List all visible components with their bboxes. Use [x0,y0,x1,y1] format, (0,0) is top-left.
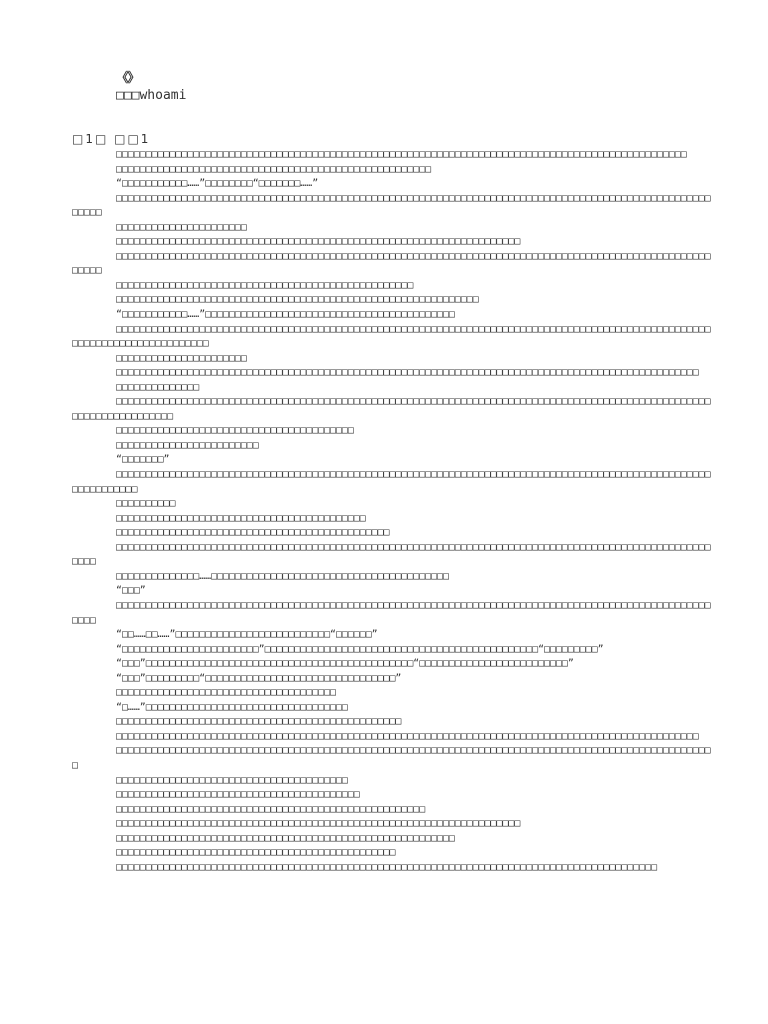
paragraph: □□□□□□□□□□□□□□□□□□□□□□□□□□□□□□□□□□□□□□□□□□□□□□□□□□ [116,279,414,291]
paragraph: “□……”□□□□□□□□□□□□□□□□□□□□□□□□□□□□□□□□□□ [116,701,348,713]
paragraph: □□□□□□□□□□□□□□□□□□□□□□□□□□□□□□□□□□□□□□□□□□□□□□□□□□□□ [116,803,426,815]
document-title: □□□whoami [116,88,187,103]
paragraph: “□□□” [116,585,146,597]
paragraph: □□□□□□□□□□□□□□□□□□□□□□□□□□□□□□□□□□□□□□□□□□□□□□□□□□□□□□□□□□□□□□□□□□□□□□□□□□□□□□□□□□□□□□□□□□□□□□□□□□□□□□□□□□□□□□□□□□□□□ [72,396,711,422]
paragraph: “□□□□□□□□□□□……”□□□□□□□□□□□□□□□□□□□□□□□□□□□□□□□□□□□□□□□□□□ [116,309,455,321]
paragraph: “□□□”□□□□□□□□□□□□□□□□□□□□□□□□□□□□□□□□□□□□□□□□□□□□□“□□□□□□□□□□□□□□□□□□□□□□□□□” [116,658,574,670]
paragraph: □□□□□□□□□□□□□□□□□□□□□□□□□□□□□□□□□□□□□□□□□ [116,789,360,801]
paragraph: □□□□□□□□□□□□□□□□□□□□□□□□□□□□□□□□□□□□□□□□□□□□□□□□□□□□□□□□□□□□□□□□□□□□□□□□□□□□□□□□□□□□□□□□□□□□□□□□□□□□□□□□ [72,541,711,568]
paragraph: □□□□□□□□□□□□□□□□□□□□□□□□□□□□□□□□□□□□□□□□□□□□□□□□□□□□□□□□□□□□□□□□□□□□□□□□□□□□□□□□□□□□□□□□□□□□□□□□□□□□□□□□□□□□□□□□□□□□□□□□□□□ [72,323,711,350]
paragraph: □□□□□□□□□□□□□□□□□□□□□□□□□□□□□□□□□□□□□□□□□□□□□□□□□□□□□□□□□ [116,832,455,844]
paragraph: “□□□□□□□□□□□……”□□□□□□□□“□□□□□□□……” [116,178,319,190]
paragraph: □□□□□□□□□□□□□□□□□□□□□□□□□□□□□□□□□□□□□□□□□□□□□□□□□□□□□□□□□□□□□□□□□□□□□□□□□□□□□□□□□□□□□□□□□□□□□□□□□□□□□ [72,745,711,771]
body-text [72,148,712,875]
paragraph: □□□□□□□□□□□□□□□□□□□□□□□□□□□□□□□□□□□□□□□□□□□□□□□□ [116,716,402,728]
paragraph: □□□□□□□□□□□□□□□□□□□□□□□□□□□□□□□□□□□□□□□□□□□□□□□□□□□□□□□□□□□□□□□□□□□□□□□□□□□□□□□□□□□□□□□□□□□□□□□□□□□□□□□□□ [72,192,711,219]
paragraph: “□□……□□……”□□□□□□□□□□□□□□□□□□□□□□□□□□“□□□□□□” [116,629,378,641]
chapter-heading: □1□ □□1 [72,132,151,146]
paragraph: □□□□□□□□□□ [116,498,176,510]
paragraph: □□□□□□□□□□□□□□……□□□□□□□□□□□□□□□□□□□□□□□□□□□□□□□□□□□□□□□□ [116,570,449,582]
paragraph: □□□□□□□□□□□□□□□□□□□□□□□□□□□□□□□□□□□□□□□□□□□□□□□□□□□□□□□□□□□□□□□□□□□□□□□□□□□□□□□□□□□□□□□□□□□□□□□□ [116,149,687,160]
paragraph: □□□□□□□□□□□□□□□□□□□□□□□□□□□□□□□□□□□□□□□□□□ [116,512,366,524]
paragraph: □□□□□□□□□□□□□□□□□□□□□□□□□□□□□□□□□□□□□□□□□□□□□□□□□□□□□□□□□□□□□□□□□□□□□□□□□□□□□□□□□□□□□□□□□□□□□□□□□□□□□□□□□ [72,250,711,277]
paragraph: “□□□”□□□□□□□□□“□□□□□□□□□□□□□□□□□□□□□□□□□□□□□□□□” [116,672,402,684]
paragraph: □□□□□□□□□□□□□□□□□□□□□□□□□□□□□□□□□□□□□□□□□□□□□□□□□□□□□□□□□□□□□□□□□□□□□□□□□□□□□□□□□□□□□□□□□□□□□□□□□□ [116,730,699,742]
paragraph: □□□□□□□□□□□□□□□□□□□□□□□□□□□□□□□□□□□□□□□□□□□□□□□□□□□□□□□□□□□□□□□□□□□□□□□□□□□□□□□□□□□□□□□□□□□ [116,861,658,873]
paragraph: □□□□□□□□□□□□□□□□□□□□□□□□□□□□□□□□□□□□□□□□□□□□□□□ [116,847,396,859]
book-title-icon: 《》 [116,71,139,86]
paragraph: □□□□□□□□□□□□□□□□□□□□□□□□□□□□□□□□□□□□□□□□□□□□□□□□□□□□□□□□□□□□□□□□□□□□□□□□□□□□□□□□□□□□□□□□□□□□□□□□□□□□□□□□□□□□□□□ [72,469,711,495]
paragraph: □□□□□□□□□□□□□□□□□□□□□□□□□□□□□□□□□□□□□□□□□□□□□□□□□□□□□□□□□□□□□□□□□□□□□□□□□□□□□□□□□□□□□□□□□□□□□□□□□□□□□□□□ [72,599,711,626]
document-header [116,70,186,103]
paragraph: □□□□□□□□□□□□□□□□□□□□□□□□□□□□□□□□□□□□□□□□□□□□□□□□□□□□□□□□□□□□□ [116,294,479,306]
paragraph: □□□□□□□□□□□□□□□□□□□□□□□□□□□□□□□□□□□□□□□□□□□□□□□□□□□□□□□□□□□□□□□□□□□□ [116,818,521,830]
paragraph: □□□□□□□□□□□□□□□□□□□□□□□□□□□□□□□□□□□□□□□□□□□□□□□□□□□□□□□□□□□□□□□□□□□□□□□□□□□□□□□□□□□□□□□□□□□□□□□□□□ [116,367,699,379]
paragraph: □□□□□□□□□□□□□□□□□□□□□□□□□□□□□□□□□□□□□□□ [116,774,348,786]
paragraph: □□□□□□□□□□□□□□□□□□□□□□□□□□□□□□□□□□□□□□□□□□□□□□□□□□□□□□□□□□□□□□□□□□□□ [116,236,521,248]
paragraph: □□□□□□□□□□□□□□□□□□□□□□□□□□□□□□□□□□□□□□□□□□□□□□□□□□□□□ [116,163,432,175]
paragraph: “□□□□□□□” [116,454,170,466]
paragraph: □□□□□□□□□□□□□□□□□□□□□□□□□□□□□□□□□□□□□□□□□□□□□□ [116,527,390,539]
paragraph: □□□□□□□□□□□□□□□□□□□□□□ [116,221,247,233]
paragraph: □□□□□□□□□□□□□□□□□□□□□□□□ [116,439,259,451]
paragraph: □□□□□□□□□□□□□□□□□□□□□□□□□□□□□□□□□□□□□□□□ [116,425,354,437]
paragraph: “□□□□□□□□□□□□□□□□□□□□□□□”□□□□□□□□□□□□□□□□□□□□□□□□□□□□□□□□□□□□□□□□□□□□□□“□□□□□□□□□” [116,643,604,655]
paragraph: □□□□□□□□□□□□□□□□□□□□□□ [116,352,247,364]
paragraph: □□□□□□□□□□□□□□ [116,381,200,393]
paragraph: □□□□□□□□□□□□□□□□□□□□□□□□□□□□□□□□□□□□□ [116,687,336,699]
